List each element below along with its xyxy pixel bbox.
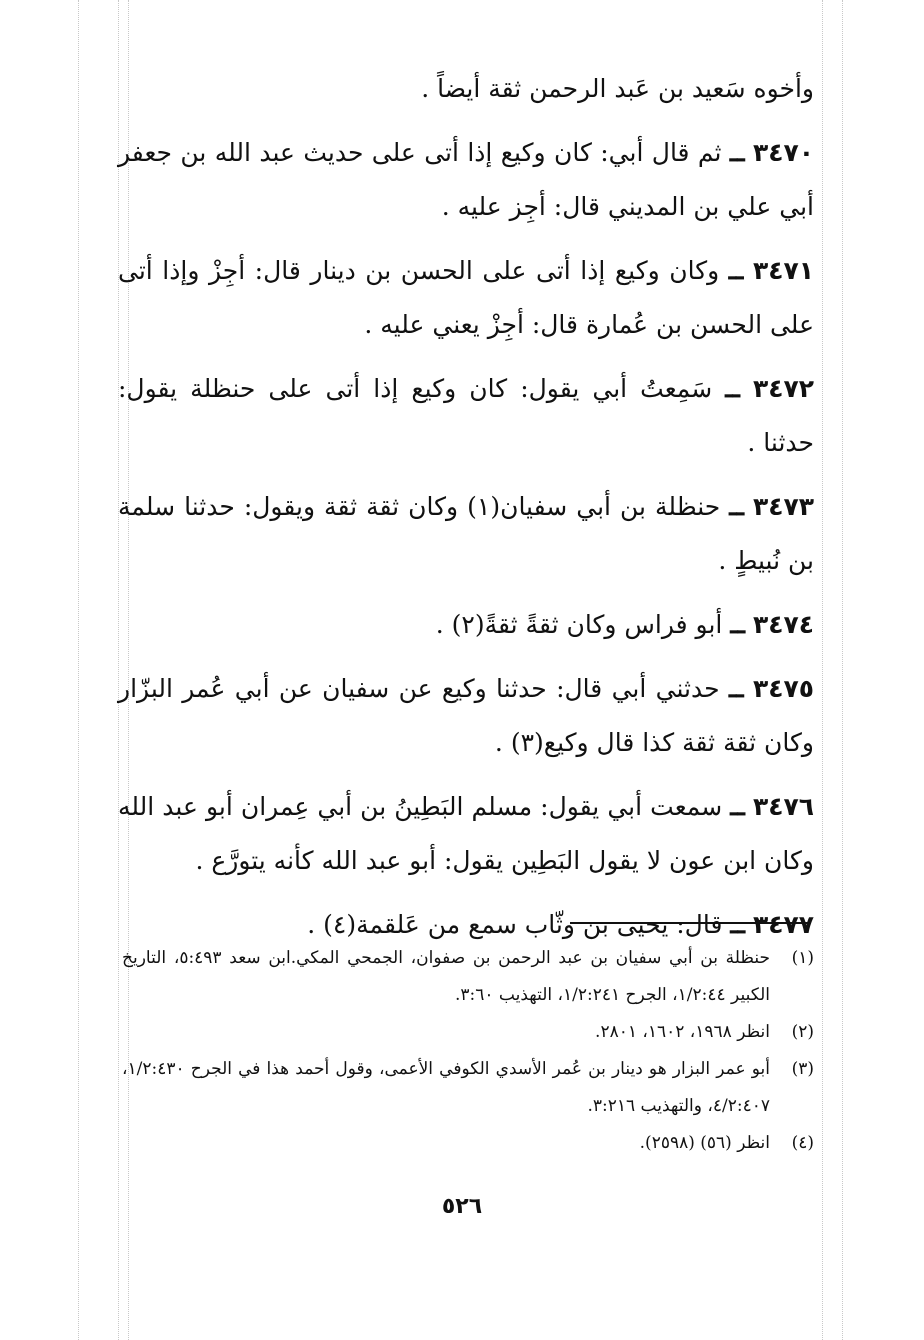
main-text	[118, 62, 814, 962]
paragraph-number: ٣٤٧٠	[752, 138, 814, 167]
numbered-paragraph	[118, 598, 814, 652]
paragraph-dash: ــ	[729, 492, 744, 521]
paragraph-text: ثم قال أبي: كان وكيع إذا أتى على حديث عبد الله بن جعفر أبي علي بن المديني قال: أجِز عليه .	[118, 138, 814, 221]
paragraph-dash: ــ	[729, 138, 745, 167]
paragraph-text: وكان وكيع إذا أتى على الحسن بن دينار قال: أجِزْ وإذا أتى على الحسن بن عُمارة قال: أجِزْ يعني عليه .	[118, 256, 814, 339]
paragraph-text: قال: يحيى بن وثّاب سمع من عَلقمة(٤) .	[307, 910, 723, 939]
paragraph-text: أبو فراس وكان ثقةً ثقةً(٢) .	[435, 610, 723, 639]
numbered-paragraph	[118, 362, 814, 470]
paragraph-number: ٣٤٧٣	[752, 492, 815, 521]
paragraph-number: ٣٤٧٦	[752, 792, 815, 821]
numbered-paragraph	[118, 662, 814, 770]
footnote-text: انظر ١٩٦٨، ١٦٠٢، ٢٨٠١.	[595, 1022, 770, 1042]
paragraph-text: سَمِعتُ أبي يقول: كان وكيع إذا أتى على حنظلة يقول: حدثنا .	[118, 374, 814, 457]
paragraph-dash: ــ	[730, 910, 745, 939]
paragraph-text: سمعت أبي يقول: مسلم البَطِينُ بن أبي عِمران أبو عبد الله وكان ابن عون لا يقول البَطِين يقول: أبو عبد الله كأنه يتورَّع .	[118, 792, 814, 875]
paragraph-number: ٣٤٧٢	[752, 374, 814, 403]
paragraph-number: ٣٤٧٧	[752, 910, 814, 939]
paragraph-dash: ــ	[730, 610, 745, 639]
page-number: ٥٢٦	[441, 1194, 483, 1219]
numbered-paragraph	[118, 780, 814, 888]
paragraph-dash: ــ	[728, 256, 744, 285]
page-guide-line	[842, 0, 843, 1340]
footnote	[122, 940, 814, 1014]
footnote	[122, 1014, 814, 1051]
footnote-label: (٤)	[791, 1133, 814, 1153]
paragraph-text: حدثني أبي قال: حدثنا وكيع عن سفيان عن أبي عُمر البزّار وكان ثقة ثقة كذا قال وكيع(٣) .	[118, 674, 814, 757]
footnote-label: (٢)	[791, 1022, 814, 1042]
paragraph-dash: ــ	[725, 374, 740, 403]
numbered-paragraph	[118, 480, 814, 588]
paragraph-text: وأخوه سَعيد بن عَبد الرحمن ثقة أيضاً .	[421, 74, 814, 103]
footnote-text: حنظلة بن أبي سفيان بن عبد الرحمن بن صفوان، الجمحي المكي.ابن سعد ٥:٤٩٣، التاريخ الكبير ١/٢:٤٤، الجرح ١/٢:٢٤١، التهذيب ٣:٦٠.	[122, 948, 770, 1005]
footnote	[122, 1051, 814, 1125]
footnote-text: انظر (٥٦) (٢٥٩٨).	[639, 1133, 770, 1153]
paragraph-text: حنظلة بن أبي سفيان(١) وكان ثقة ثقة ويقول: حدثنا سلمة بن نُبيطٍ .	[118, 492, 814, 575]
paragraph-dash: ــ	[730, 792, 745, 821]
footnote	[122, 1125, 814, 1162]
footnote-label: (١)	[791, 948, 814, 968]
footnote-label: (٣)	[791, 1059, 814, 1079]
numbered-paragraph	[118, 244, 814, 352]
paragraph-number: ٣٤٧١	[752, 256, 814, 285]
footnotes	[122, 940, 814, 1162]
paragraph-dash: ــ	[728, 674, 744, 703]
numbered-paragraph	[118, 126, 814, 234]
paragraph-continuation	[118, 62, 814, 116]
page-guide-line	[78, 0, 79, 1340]
paragraph-number: ٣٤٧٥	[752, 674, 814, 703]
page-guide-line	[822, 0, 823, 1340]
paragraph-number: ٣٤٧٤	[752, 610, 814, 639]
footnote-divider	[570, 922, 808, 924]
footnote-text: أبو عمر البزار هو دينار بن عُمر الأسدي الكوفي الأعمى، وقول أحمد هذا في الجرح ١/٢:٤٣٠، ٤/٢:٤٠٧، والتهذيب ٣:٢١٦.	[122, 1059, 770, 1116]
